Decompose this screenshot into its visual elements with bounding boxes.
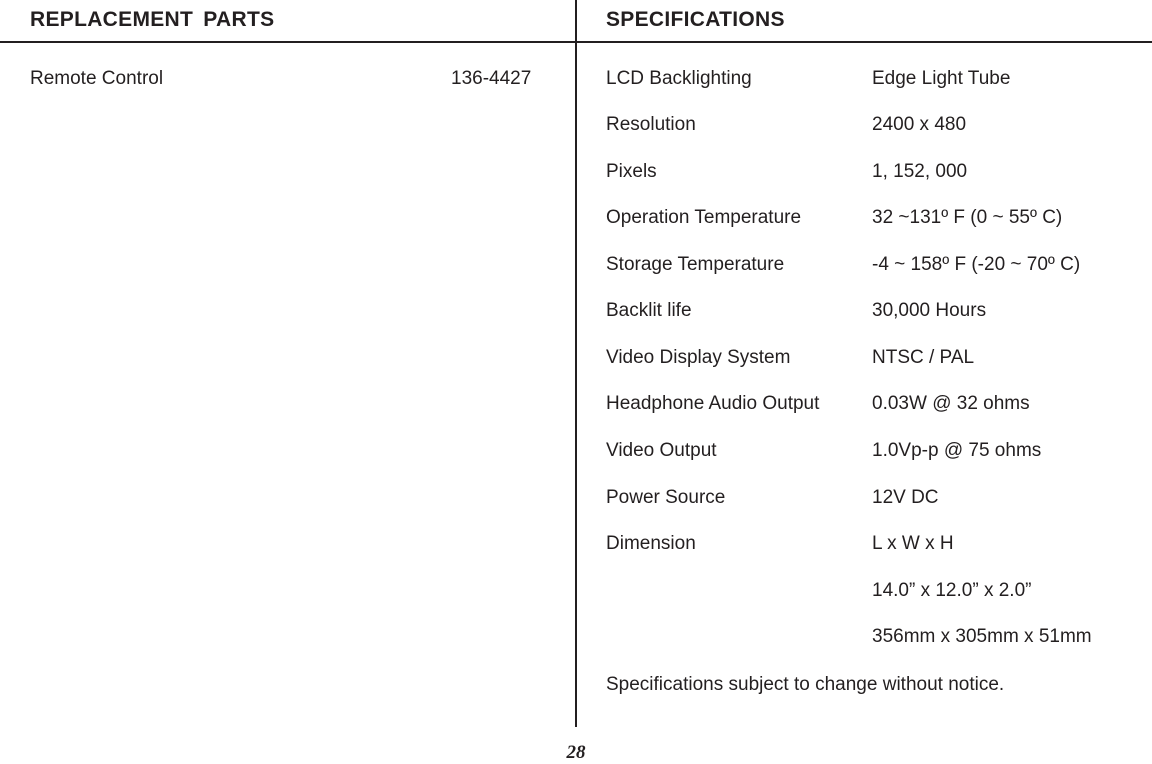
replacement-parts-heading: REPLACEMENT PARTS: [30, 8, 275, 31]
part-name: Remote Control: [30, 68, 164, 89]
spec-label: Backlit life: [606, 300, 692, 321]
spec-value: 12V DC: [872, 487, 939, 508]
specifications-heading: SPECIFICATIONS: [606, 8, 785, 31]
spec-value: 2400 x 480: [872, 114, 967, 135]
spec-value: -4 ~ 158º F (-20 ~ 70º C): [872, 254, 1081, 275]
specifications-note: Specifications subject to change without notice.: [606, 674, 1005, 695]
spec-label: LCD Backlighting: [606, 68, 752, 89]
spec-label: Resolution: [606, 114, 696, 135]
part-number: 136-4427: [451, 68, 532, 89]
spec-value: 32 ~131º F (0 ~ 55º C): [872, 207, 1063, 228]
column-divider: [575, 0, 577, 727]
spec-value: 14.0” x 12.0” x 2.0”: [872, 580, 1032, 601]
spec-label: Storage Temperature: [606, 254, 785, 275]
spec-label: Dimension: [606, 533, 696, 554]
spec-value: 0.03W @ 32 ohms: [872, 393, 1030, 414]
spec-label: Headphone Audio Output: [606, 393, 820, 414]
spec-value: 1, 152, 000: [872, 161, 968, 182]
spec-value: NTSC / PAL: [872, 347, 975, 368]
spec-label: Video Display System: [606, 347, 791, 368]
page-number: 28: [566, 742, 586, 763]
spec-value: Edge Light Tube: [872, 68, 1011, 89]
spec-label: Video Output: [606, 440, 717, 461]
spec-value: L x W x H: [872, 533, 954, 554]
spec-label: Pixels: [606, 161, 657, 182]
spec-value: 30,000 Hours: [872, 300, 987, 321]
spec-label: Operation Temperature: [606, 207, 802, 228]
spec-label: Power Source: [606, 487, 726, 508]
spec-value: 1.0Vp-p @ 75 ohms: [872, 440, 1042, 461]
spec-value: 356mm x 305mm x 51mm: [872, 626, 1092, 647]
